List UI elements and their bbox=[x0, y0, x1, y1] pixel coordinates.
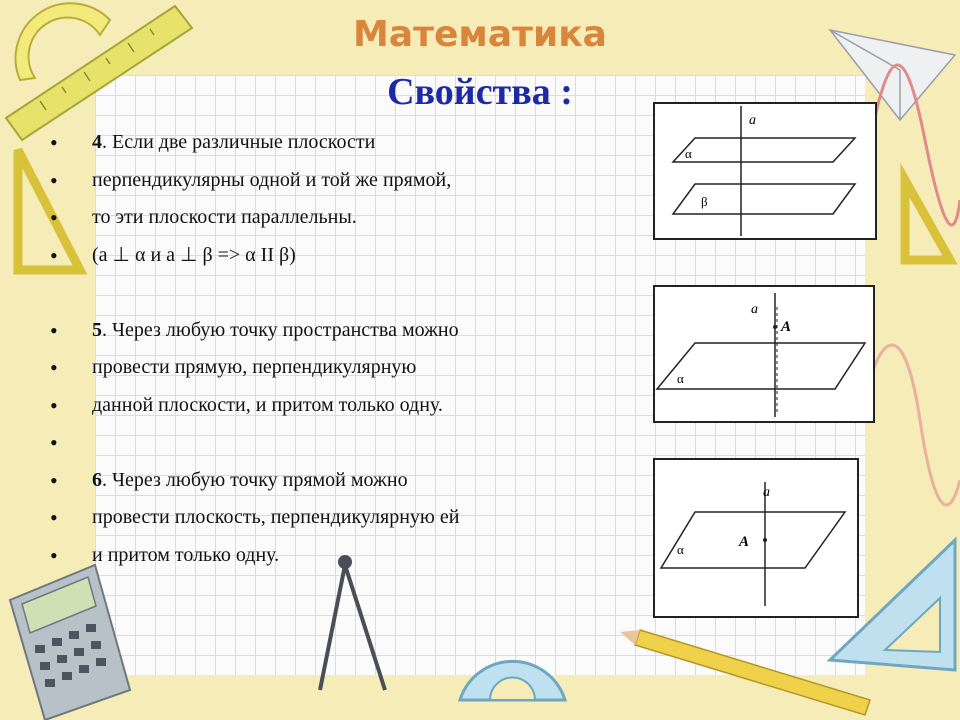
plane-label: α bbox=[677, 542, 684, 557]
plane-label: α bbox=[677, 371, 684, 386]
list-item-empty bbox=[50, 424, 620, 462]
list-item bbox=[50, 199, 620, 237]
property-text: . Через любую точку пространства можно bbox=[102, 318, 459, 341]
list-item bbox=[50, 312, 620, 350]
figure-parallel-planes bbox=[653, 102, 877, 240]
list-item bbox=[50, 462, 620, 500]
figure-plane-through-point bbox=[653, 458, 859, 618]
line-label: a bbox=[749, 113, 756, 128]
property-text: . Через любую точку прямой можно bbox=[102, 468, 408, 491]
property-text: данной плоскости, и притом только одну. bbox=[92, 393, 443, 416]
property-text: то эти плоскости параллельны. bbox=[92, 206, 357, 228]
property-number: 6 bbox=[92, 468, 102, 491]
list-item bbox=[50, 499, 620, 537]
property-number: 5 bbox=[92, 318, 102, 341]
property-number: 4 bbox=[92, 131, 102, 153]
compass-icon bbox=[320, 557, 385, 690]
property-text: и притом только одну. bbox=[92, 543, 280, 566]
heading-text: Свойства : bbox=[387, 71, 573, 113]
list-item bbox=[50, 162, 620, 200]
plane-label: β bbox=[701, 194, 708, 209]
protractor-bottom-icon bbox=[460, 661, 565, 700]
property-text: перпендикулярны одной и той же прямой, bbox=[92, 168, 452, 191]
line-label: a bbox=[763, 485, 770, 500]
property-text: провести плоскость, перпендикулярную ей bbox=[92, 506, 460, 528]
list-item bbox=[50, 124, 620, 162]
list-item bbox=[50, 537, 620, 575]
properties-list bbox=[50, 124, 620, 574]
app-title: Математика bbox=[353, 14, 607, 55]
property-text: . Если две различные плоскости bbox=[102, 131, 376, 153]
pencil-icon bbox=[620, 630, 870, 715]
list-item bbox=[50, 387, 620, 425]
point-label: A bbox=[781, 319, 792, 335]
triangle-right-icon bbox=[905, 180, 950, 260]
calculator-icon bbox=[10, 565, 130, 720]
plane-label: α bbox=[685, 146, 692, 161]
list-item bbox=[50, 349, 620, 387]
figure-line-through-point bbox=[653, 285, 875, 423]
property-text: провести прямую, перпендикулярную bbox=[92, 356, 417, 378]
list-item bbox=[50, 237, 620, 275]
line-label: a bbox=[751, 302, 758, 317]
point-label: A bbox=[739, 534, 750, 550]
property-text: (a ⊥ α и a ⊥ β => α II β) bbox=[92, 243, 296, 266]
